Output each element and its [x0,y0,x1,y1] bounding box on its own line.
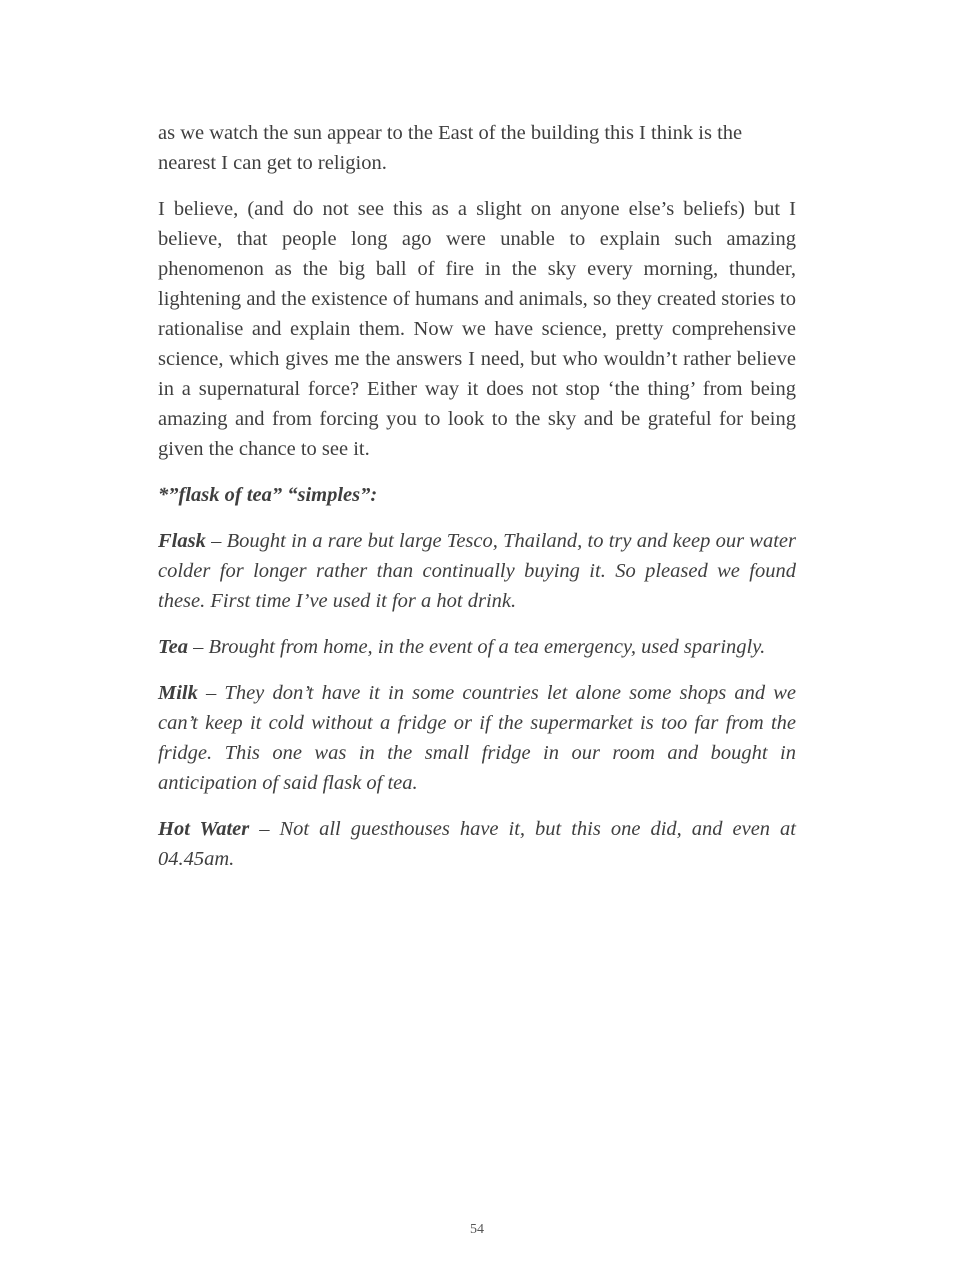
list-item-term: Tea [158,636,188,658]
list-item-hot-water [158,814,796,874]
list-item-milk [158,678,796,798]
list-item-term: Flask [158,530,206,552]
list-item-description: – Brought from home, in the event of a tea emergency, used sparingly. [188,636,766,658]
paragraph-religion: as we watch the sun appear to the East of the building this I think is the nearest I can get to religion. [158,122,743,174]
list-item-description: – Bought in a rare but large Tesco, Thailand, to try and keep our water colder for longer rather than continually buying it. So pleased we found these. First time I’ve used it for a hot drink. [158,530,796,612]
page-body [158,118,796,890]
list-heading: *”flask of tea” “simples”: [158,484,378,506]
list-item-term: Milk [158,682,198,704]
list-item-term: Hot Water [158,818,250,840]
list-item-flask [158,526,796,616]
page-number: 54 [470,1222,484,1237]
list-item-description: – They don’t have it in some countries let alone some shops and we can’t keep it cold without a fridge or if the supermarket is too far from the fridge. This one was in the small fridge in our room and bought in anticipation of said flask of tea. [158,682,796,794]
list-item-tea [158,632,796,662]
list-item-description: – Not all guesthouses have it, but this one did, and even at 04.45am. [158,818,796,870]
paragraph-belief: I believe, (and do not see this as a slight on anyone else’s beliefs) but I believe, that people long ago were unable to explain such amazing phenomenon as the big ball of fire in the sky every morning, thunder, lightening and the existence of humans and animals, so they created stories to rationalise and explain them. Now we have science, pretty comprehensive science, which gives me the answers I need, but who wouldn’t rather believe in a supernatural force? Either way it does not stop ‘the thing’ from being amazing and from forcing you to look to the sky and be grateful for being given the chance to see it. [158,198,796,460]
